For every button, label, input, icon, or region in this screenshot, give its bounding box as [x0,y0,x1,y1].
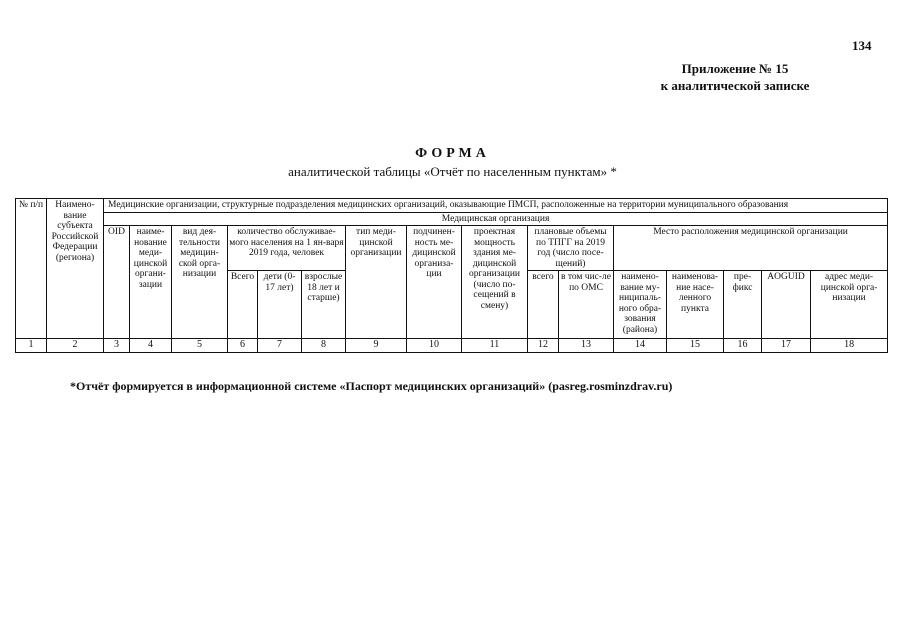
page-number: 134 [852,38,872,53]
appendix-label [620,60,850,94]
column-number: 11 [462,339,528,353]
header-num: № п/п [16,199,47,339]
column-number: 18 [811,339,888,353]
column-number: 16 [724,339,762,353]
appendix-line-1: Приложение № 15 [681,61,789,76]
header-planned-oms: в том чис-ле по ОМС [559,271,614,339]
header-org-type: тип меди-цинской организации [346,226,407,339]
header-population-children: дети (0-17 лет) [258,271,302,339]
header-medical-organizations: Медицинские организации, структурные подразделения медицинских организаций, оказывающие ПМСП, расположенные на территории муниципального образования [104,199,888,213]
column-number: 17 [762,339,811,353]
column-number: 8 [302,339,346,353]
column-number: 10 [407,339,462,353]
header-location: Место расположения медицинской организации [614,226,888,271]
header-population: количество обслуживае-мого населения на 1 ян-варя 2019 года, человек [228,226,346,271]
header-subject: Наимено-вание субъекта Российской Федерации (региона) [47,199,104,339]
form-subtitle: аналитической таблицы «Отчёт по населенным пунктам» * [288,164,617,179]
column-number: 4 [130,339,172,353]
report-form-table [15,198,888,353]
header-settlement: наименова-ние насе-ленного пункта [667,271,724,339]
footnote: *Отчёт формируется в информационной системе «Паспорт медицинских организаций» (pasreg.rosminzdrav.ru) [70,379,673,393]
column-number: 13 [559,339,614,353]
header-capacity: проектная мощность здания ме-дицинской организации (число по-сещений в смену) [462,226,528,339]
column-number: 7 [258,339,302,353]
header-medical-organization: Медицинская организация [104,212,888,226]
header-planned-volumes: плановые объемы по ТПГГ на 2019 год (число посе-щений) [528,226,614,271]
header-municipality: наимено-вание му-ниципаль-ного обра-зования (района) [614,271,667,339]
header-oid: OID [104,226,130,339]
header-address: адрес меди-цинской орга-низации [811,271,888,339]
column-number: 6 [228,339,258,353]
column-numbers-row [16,339,888,353]
column-number: 9 [346,339,407,353]
column-number: 5 [172,339,228,353]
header-org-name: наиме-нование меди-цинской органи-зации [130,226,172,339]
form-title: ФОРМА [415,146,490,161]
column-number: 1 [16,339,47,353]
header-population-adults: взрослые 18 лет и старше) [302,271,346,339]
column-number: 3 [104,339,130,353]
header-planned-all: всего [528,271,559,339]
header-subordination: подчинен-ность ме-дицинской организа-ции [407,226,462,339]
column-number: 15 [667,339,724,353]
header-population-total: Всего [228,271,258,339]
column-number: 12 [528,339,559,353]
appendix-line-2: к аналитической записке [660,78,810,93]
column-number: 2 [47,339,104,353]
header-prefix: пре-фикс [724,271,762,339]
column-number: 14 [614,339,667,353]
header-aoguid: AOGUID [762,271,811,339]
header-activity-type: вид дея-тельности медицин-ской орга-низации [172,226,228,339]
